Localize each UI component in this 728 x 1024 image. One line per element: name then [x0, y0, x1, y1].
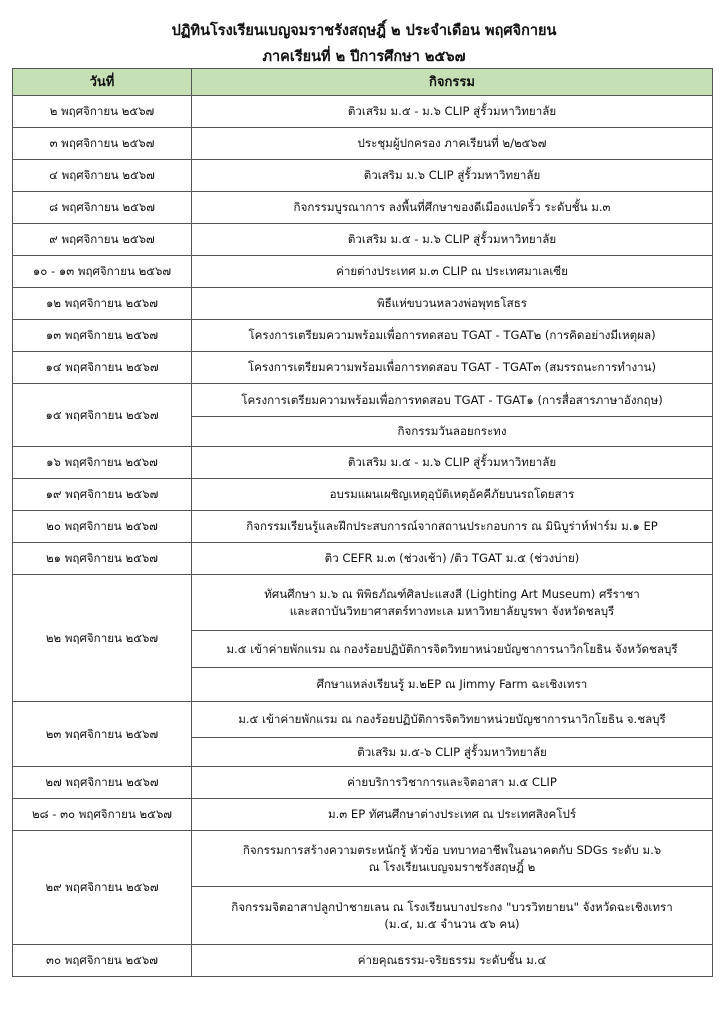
activity-cell — [192, 256, 713, 288]
activity-cell — [192, 160, 713, 192]
activity-text: ม.๕ เข้าค่ายพักแรม ณ กองร้อยปฏิบัติการจิตวิทยาหน่วยบัญชาการนาวิกโยธิน จ.ชลบุรี — [238, 712, 666, 726]
activity-text: กิจกรรมวันลอยกระทง — [397, 424, 507, 438]
activity-cell — [192, 767, 713, 799]
activity-text: พิธีแห่ขบวนหลวงพ่อพุทธโสธร — [376, 296, 528, 310]
table-row — [13, 447, 713, 479]
activity-cell — [192, 384, 713, 417]
activity-cell — [192, 128, 713, 160]
activity-text: โครงการเตรียมความพร้อมเพื่อการทดสอบ TGAT - TGAT๓ (สมรรถนะการทำงาน) — [247, 360, 657, 374]
activity-cell — [192, 945, 713, 977]
activity-text: ติวเสริม ม.๖ CLIP สู่รั้วมหาวิทยาลัย — [363, 168, 541, 182]
table-header-row — [13, 69, 713, 96]
table-row — [13, 831, 713, 887]
activity-cell — [192, 96, 713, 128]
activity-cell — [192, 799, 713, 831]
table-row — [13, 384, 713, 417]
date-cell: ๒๐ พฤศจิกายน ๒๕๖๗ — [13, 511, 192, 543]
activity-text: อบรมแผนเผชิญเหตุอุบัติเหตุอัคคีภัยบนรถโดยสาร — [329, 487, 575, 501]
page-title: ปฏิทินโรงเรียนเบญจมราชรังสฤษฎิ์ ๒ ประจำเดือน พฤศจิกายน — [171, 23, 557, 39]
activity-text: ติวเสริม ม.๕ - ม.๖ CLIP สู่รั้วมหาวิทยาลัย — [347, 455, 557, 469]
column-header-date: วันที่ — [13, 69, 192, 96]
activity-text: กิจกรรมบูรณาการ ลงพื้นที่ศึกษาของดีเมืองแปดริ้ว ระดับชั้น ม.๓ — [293, 200, 611, 214]
activity-text: ม.๕ เข้าค่ายพักแรม ณ กองร้อยปฏิบัติการจิตวิทยาหน่วยบัญชาการนาวิกโยธิน จังหวัดชลบุรี — [226, 641, 678, 656]
table-row — [13, 320, 713, 352]
activity-cell — [192, 352, 713, 384]
calendar-table — [12, 68, 713, 977]
table-body — [13, 96, 713, 977]
activity-cell — [192, 192, 713, 224]
table-row — [13, 224, 713, 256]
table-row — [13, 352, 713, 384]
activity-text: ติว CEFR ม.๓ (ช่วงเช้า) /ติว TGAT ม.๕ (ช่วงบ่าย) — [324, 551, 580, 565]
activity-text: ศึกษาแหล่งเรียนรู้ ม.๒EP ณ Jimmy Farm ฉะเชิงเทรา — [316, 677, 588, 691]
date-cell: ๒๒ พฤศจิกายน ๒๕๖๗ — [13, 575, 192, 702]
table-row — [13, 543, 713, 575]
activity-text: กิจกรรมการสร้างความตระหนักรู้ หัวข้อ บทบาทอาชีพในอนาคตกับ SDGs ระดับ ม.๖ — [242, 842, 662, 857]
activity-text: ค่ายคุณธรรม-จริยธรรม ระดับชั้น ม.๔ — [357, 953, 547, 967]
activity-cell — [192, 543, 713, 575]
date-cell: ๙ พฤศจิกายน ๒๕๖๗ — [13, 224, 192, 256]
activity-text: ประชุมผู้ปกครอง ภาคเรียนที่ ๒/๒๕๖๗ — [357, 136, 547, 150]
date-cell: ๓ พฤศจิกายน ๒๕๖๗ — [13, 128, 192, 160]
activity-cell — [192, 447, 713, 479]
date-cell: ๑๕ พฤศจิกายน ๒๕๖๗ — [13, 384, 192, 447]
activity-text: กิจกรรมจิตอาสาปลูกป่าชายเลน ณ โรงเรียนบางประกง "บวรวิทยายน" จังหวัดฉะเชิงเทรา — [231, 899, 673, 914]
activity-cell — [192, 417, 713, 447]
table-row — [13, 96, 713, 128]
activity-text: โครงการเตรียมความพร้อมเพื่อการทดสอบ TGAT - TGAT๒ (การคิดอย่างมีเหตุผล) — [248, 328, 656, 342]
table-row — [13, 479, 713, 511]
date-cell: ๘ พฤศจิกายน ๒๕๖๗ — [13, 192, 192, 224]
activity-text: กิจกรรมเรียนรู้และฝึกประสบการณ์จากสถานประกอบการ ณ มินิบูร่าห์ฟาร์ม ม.๑ EP — [246, 519, 658, 533]
date-cell: ๔ พฤศจิกายน ๒๕๖๗ — [13, 160, 192, 192]
activity-text: (ม.๔, ม.๕ จำนวน ๕๖ คน) — [384, 916, 520, 931]
table-row — [13, 945, 713, 977]
activity-cell — [192, 702, 713, 738]
date-cell: ๒๑ พฤศจิกายน ๒๕๖๗ — [13, 543, 192, 575]
table-row — [13, 128, 713, 160]
date-cell: ๒ พฤศจิกายน ๒๕๖๗ — [13, 96, 192, 128]
activity-cell — [192, 479, 713, 511]
activity-text: ณ โรงเรียนเบญจมราชรังสฤษฎิ์ ๒ — [368, 859, 536, 874]
page-subtitle: ภาคเรียนที่ ๒ ปีการศึกษา ๒๕๖๗ — [262, 49, 466, 65]
activity-cell — [192, 320, 713, 352]
activity-text: และสถาบันวิทยาศาสตร์ทางทะเล มหาวิทยาลัยบูรพา จังหวัดชลบุรี — [289, 603, 615, 618]
table-row — [13, 702, 713, 738]
date-cell: ๑๓ พฤศจิกายน ๒๕๖๗ — [13, 320, 192, 352]
date-cell: ๑๒ พฤศจิกายน ๒๕๖๗ — [13, 288, 192, 320]
activity-cell — [192, 575, 713, 631]
activity-cell — [192, 631, 713, 668]
date-cell: ๑๙ พฤศจิกายน ๒๕๖๗ — [13, 479, 192, 511]
table-row — [13, 799, 713, 831]
table-row — [13, 575, 713, 631]
activity-text: โครงการเตรียมความพร้อมเพื่อการทดสอบ TGAT - TGAT๑ (การสื่อสารภาษาอังกฤษ) — [241, 392, 663, 407]
table-row — [13, 511, 713, 543]
activity-cell — [192, 831, 713, 887]
activity-cell — [192, 288, 713, 320]
activity-text: ค่ายบริการวิชาการและจิตอาสา ม.๕ CLIP — [347, 775, 557, 789]
date-cell: ๒๓ พฤศจิกายน ๒๕๖๗ — [13, 702, 192, 767]
table-row — [13, 256, 713, 288]
column-header-activity: กิจกรรม — [192, 69, 713, 96]
activity-cell — [192, 887, 713, 945]
activity-text: ค่ายต่างประเทศ ม.๓ CLIP ณ ประเทศมาเลเซีย — [336, 264, 568, 278]
activity-text: ม.๓ EP ทัศนศึกษาต่างประเทศ ณ ประเทศสิงคโปร์ — [327, 807, 577, 821]
date-cell: ๑๐ - ๑๓ พฤศจิกายน ๒๕๖๗ — [13, 256, 192, 288]
date-cell: ๓๐ พฤศจิกายน ๒๕๖๗ — [13, 945, 192, 977]
date-cell: ๑๖ พฤศจิกายน ๒๕๖๗ — [13, 447, 192, 479]
activity-cell — [192, 738, 713, 767]
activity-cell — [192, 511, 713, 543]
table-row — [13, 767, 713, 799]
date-cell: ๒๗ พฤศจิกายน ๒๕๖๗ — [13, 767, 192, 799]
activity-text: ทัศนศึกษา ม.๖ ณ พิพิธภัณฑ์ศิลปะแสงสี (Lighting Art Museum) ศรีราชา — [264, 586, 640, 601]
table-row — [13, 192, 713, 224]
activity-text: ติวเสริม ม.๕ - ม.๖ CLIP สู่รั้วมหาวิทยาลัย — [347, 232, 557, 246]
activity-cell — [192, 668, 713, 702]
activity-text: ติวเสริม ม.๕-๖ CLIP สู่รั้วมหาวิทยาลัย — [357, 744, 547, 759]
date-cell: ๑๔ พฤศจิกายน ๒๕๖๗ — [13, 352, 192, 384]
date-cell: ๒๙ พฤศจิกายน ๒๕๖๗ — [13, 831, 192, 945]
activity-text: ติวเสริม ม.๕ - ม.๖ CLIP สู่รั้วมหาวิทยาลัย — [347, 104, 557, 118]
activity-cell — [192, 224, 713, 256]
table-row — [13, 160, 713, 192]
table-row — [13, 288, 713, 320]
date-cell: ๒๘ - ๓๐ พฤศจิกายน ๒๕๖๗ — [13, 799, 192, 831]
